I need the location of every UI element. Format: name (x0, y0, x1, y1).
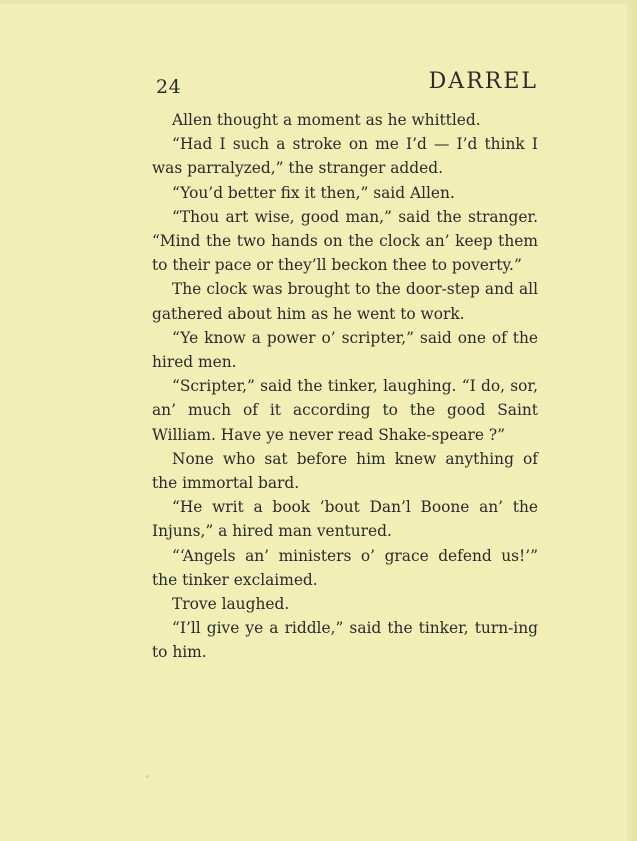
paragraph: “He writ a book ’bout Dan’l Boone an’ the Injuns,” a hired man ventured. (152, 498, 538, 541)
paragraph: “You’d better fix it then,” said Allen. (172, 183, 455, 202)
page-number: 24 (156, 76, 182, 98)
paragraph: “I’ll give ye a riddle,” said the tinker, turn-ing to him. (152, 619, 538, 662)
paragraph: “Ye know a power o’ scripter,” said one of the hired men. (152, 328, 538, 372)
paragraph: Trove laughed. (172, 595, 290, 614)
paragraph: “‘Angels an’ ministers o’ grace defend us!’” the tinker exclaimed. (152, 546, 538, 589)
paragraph: “Thou art wise, good man,” said the stranger. “Mind the two hands on the clock an’ keep them to their pace or they’ll beckon thee to poverty.” (152, 207, 538, 275)
running-head: DARREL (428, 69, 538, 94)
paragraph: “Had I such a stroke on me I’d — I’d think I was parralyzed,” the stranger added. (152, 135, 538, 178)
body-text (152, 108, 538, 665)
page-right-edge (627, 0, 637, 841)
paper-speck (146, 775, 149, 778)
paragraph: The clock was brought to the door-step and all gathered about him as he went to work. (152, 280, 538, 323)
paragraph: None who sat before him knew anything of the immortal bard. (152, 449, 538, 493)
paragraph: “Scripter,” said the tinker, laughing. “I do, sor, an’ much of it according to the good Saint William. Have ye never read Shake-speare ?” (152, 377, 538, 444)
paragraph: Allen thought a moment as he whittled. (172, 111, 481, 129)
page-header (152, 67, 538, 97)
page-top-edge (0, 0, 637, 4)
